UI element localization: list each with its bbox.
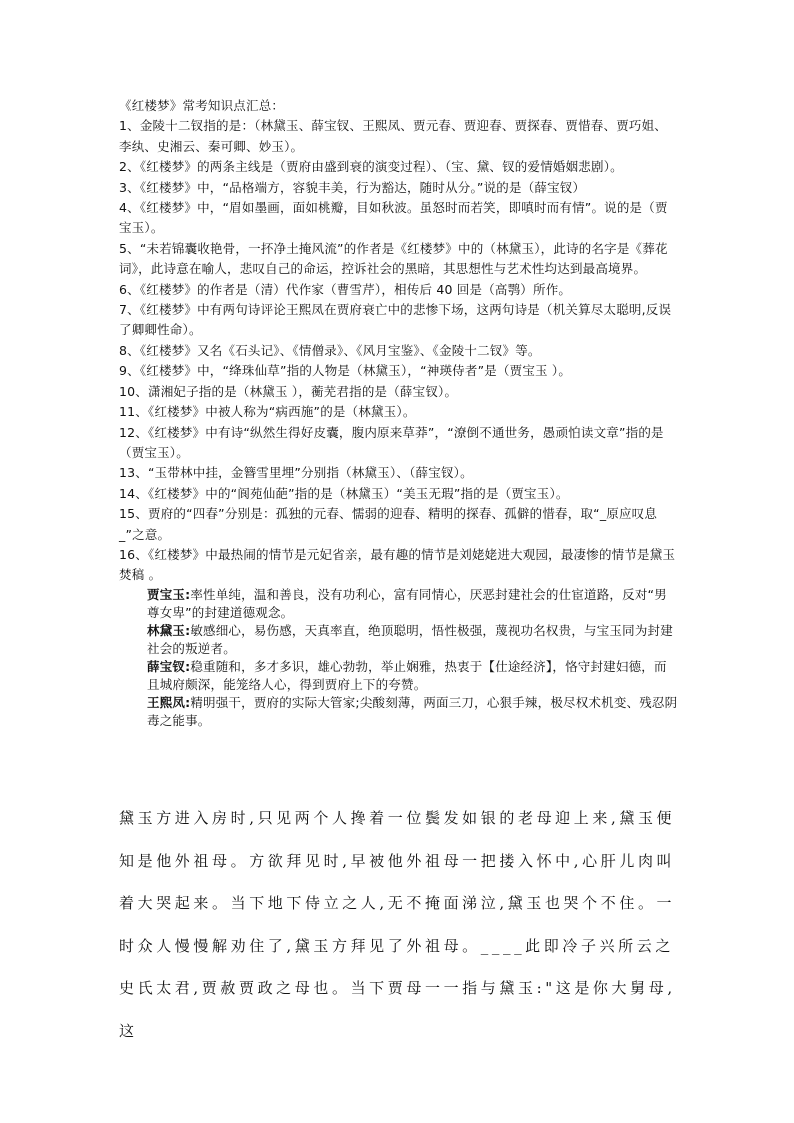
- note-item: 5、“未若锦囊收艳骨，一抔净土掩风流”的作者是《红楼梦》中的（林黛玉），此诗的名字是《葬花词》，此诗意在喻人，悲叹自己的命运，控诉社会的黑暗，其思想性与艺术性均达到最高境界。: [119, 240, 668, 277]
- note-item: 2、《红楼梦》的两条主线是（贾府由盛到衰的演变过程）、（宝、黛、钗的爱情婚姻悲剧）。: [119, 159, 623, 175]
- character-profile: [147, 658, 679, 694]
- knowledge-notes: [119, 96, 679, 730]
- character-name: 林黛玉:: [147, 622, 191, 638]
- character-profile: [147, 586, 679, 622]
- passage-text: 黛玉方进入房时,只见两个人搀着一位鬓发如银的老母迎上来,黛玉便知是他外祖母。方欲拜见时,早被他外祖母一把搂入怀中,心肝儿肉叫着大哭起来。当下地下侍立之人,无不掩面涕泣,黛玉也哭个不住。一时众人慢慢解劝住了,黛玉方拜见了外祖母。____此即冷子兴所云之史氏太君,贾赦贾政之母也。当下贾母一一指与黛玉:"这是你大舅母,这: [119, 809, 676, 1040]
- character-description: 精明强干，贾府的实际大管家;尖酸刻薄，两面三刀，心狠手辣，极尽权术机变、残忍阴毒之能事。: [147, 694, 678, 728]
- character-profiles: [147, 586, 679, 730]
- note-item: 3、《红楼梦》中，“品格端方，容貌丰美，行为豁达，随时从分。”说的是（薛宝钗）: [119, 179, 586, 195]
- note-item: 16、《红楼梦》中最热闹的情节是元妃省亲，最有趣的情节是刘姥姥进大观园，最凄惨的情节是黛玉焚稿 。: [119, 546, 676, 583]
- note-item: 11、《红楼梦》中被人称为“病西施”的是（林黛玉）。: [119, 404, 416, 420]
- note-item: 13、“玉带林中挂，金簪雪里埋”分别指（林黛玉）、（薛宝钗）。: [119, 465, 473, 481]
- note-item: 6、《红楼梦》的作者是（清）代作家（曹雪芹），相传后 40 回是（高鹗）所作。: [119, 281, 572, 297]
- note-item: 4、《红楼梦》中，“眉如墨画，面如桃瓣，目如秋波。虽怒时而若笑，即嗔时而有情”。说的是（贾宝玉）。: [119, 200, 668, 236]
- character-name: 王熙凤:: [147, 694, 191, 710]
- notes-title: 《红楼梦》常考知识点汇总：: [119, 98, 285, 113]
- note-item: 15、贾府的“四春”分别是：孤独的元春、懦弱的迎春、精明的探春、孤僻的惜春，取“_原应叹息_”之意。: [119, 506, 658, 542]
- note-item: 7、《红楼梦》中有两句诗评论王熙凤在贾府衰亡中的悲惨下场，这两句诗是（机关算尽太聪明,反误了卿卿性命）。: [119, 302, 672, 338]
- character-name: 贾宝玉:: [147, 586, 191, 602]
- note-item: 12、《红楼梦》中有诗“纵然生得好皮囊，腹内原来草莽”，“潦倒不通世务，愚顽怕读文章”指的是（贾宝玉）。: [119, 424, 664, 460]
- character-profile: [147, 694, 679, 730]
- character-description: 敏感细心，易伤感，天真率直，绝顶聪明，悟性极强，蔑视功名权贵，与宝玉同为封建社会的叛逆者。: [147, 622, 673, 656]
- character-description: 稳重随和，多才多识，雄心勃勃，举止娴雅，热衷于【仕途经济】，恪守封建妇德，而且城府颇深，能笼络人心，得到贾府上下的夸赞。: [147, 658, 667, 692]
- character-profile: [147, 622, 679, 658]
- character-name: 薛宝钗:: [147, 658, 191, 674]
- character-description: 率性单纯，温和善良，没有功利心，富有同情心，厌恶封建社会的仕宦道路，反对“男尊女卑”的封建道德观念。: [147, 586, 667, 620]
- note-item: 14、《红楼梦》中的“阆苑仙葩”指的是（林黛玉）“美玉无瑕”指的是（贾宝玉）。: [119, 485, 569, 501]
- note-item: 9、《红楼梦》中，“绛珠仙草”指的人物是（林黛玉），“神瑛侍者”是（贾宝玉 ）。: [119, 363, 572, 379]
- note-item: 1、金陵十二钗指的是：（林黛玉、薛宝钗、王熙凤、贾元春、贾迎春、贾探春、贾惜春、贾巧姐、李纨、史湘云、秦可卿、妙玉）。: [119, 118, 668, 154]
- note-item: 10、潇湘妃子指的是（林黛玉 ），蘅芜君指的是（薛宝钗）。: [119, 383, 458, 399]
- reading-passage: [119, 797, 679, 1053]
- note-item: 8、《红楼梦》又名《石头记》、《情僧录》、《风月宝鉴》、《金陵十二钗》等。: [119, 342, 541, 358]
